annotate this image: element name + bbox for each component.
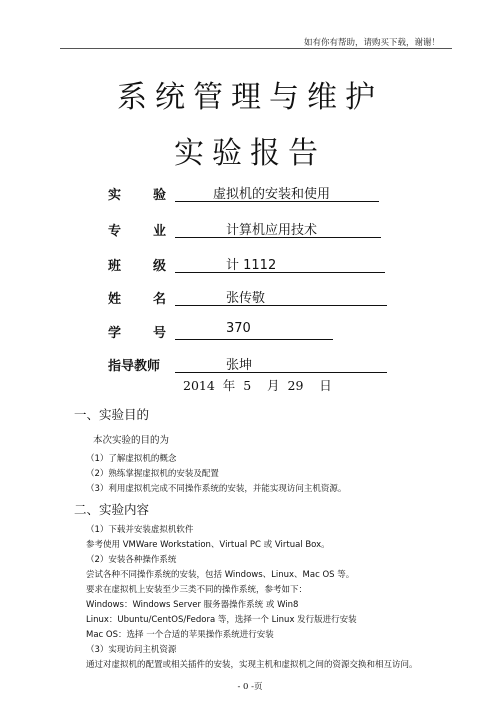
page-footer: - 0 -页 bbox=[237, 682, 263, 692]
section-heading-content: 二、实验内容 bbox=[74, 502, 150, 517]
content-line: 要求在虚拟机上安装至少三类不同的操作系统，参考如下： bbox=[86, 585, 308, 595]
purpose-item: （1）了解虚拟机的概念 bbox=[86, 454, 177, 464]
content-line: 尝试各种不同操作系统的安装，包括 Windows、Linux、Mac OS 等。 bbox=[86, 570, 355, 580]
content-line: （2）安装各种操作系统 bbox=[86, 555, 177, 565]
content-line: 参考使用 VMWare Workstation、Virtual PC 或 Virtual Box。 bbox=[86, 540, 330, 550]
purpose-item: （2）熟练掌握虚拟机的安装及配置 bbox=[86, 469, 219, 479]
info-value-name: 张传敬 bbox=[175, 288, 387, 306]
report-title-line1: 系统管理与维护 bbox=[117, 80, 383, 115]
content-line: Windows：Windows Server 服务器操作系统 或 Win8 bbox=[86, 600, 299, 610]
header-rule bbox=[60, 48, 452, 49]
info-value-student-id: 370 bbox=[175, 322, 333, 340]
info-value-advisor: 张坤 bbox=[175, 355, 387, 373]
content-line: 通过对虚拟机的配置或相关插件的安装，实现主机和虚拟机之间的资源交换和相互访问。 bbox=[86, 660, 418, 670]
report-title-line2: 实验报告 bbox=[174, 136, 326, 171]
page-header-note: 如有你有帮助，请购买下载，谢谢！ bbox=[303, 38, 440, 48]
purpose-intro: 本次实验的目的为 bbox=[93, 435, 170, 446]
info-value-major: 计算机应用技术 bbox=[175, 220, 381, 238]
report-date: 2014 年 5 月 29 日 bbox=[183, 378, 332, 393]
section-heading-purpose: 一、实验目的 bbox=[74, 407, 150, 422]
content-line: Linux：Ubuntu/CentOS/Fedora 等，选择一个 Linux 发行版进行安装 bbox=[86, 615, 357, 625]
purpose-item: （3）利用虚拟机完成不同操作系统的安装，并能实现访问主机资源。 bbox=[86, 484, 347, 494]
content-line: （1）下载并安装虚拟机软件 bbox=[86, 525, 194, 535]
content-line: Mac OS：选择 一个合适的苹果操作系统进行安装 bbox=[86, 630, 274, 640]
info-value-class: 计 1112 bbox=[175, 255, 385, 273]
content-line: （3）实现访问主机资源 bbox=[86, 645, 177, 655]
info-value-experiment: 虚拟机的安装和使用 bbox=[175, 184, 379, 202]
